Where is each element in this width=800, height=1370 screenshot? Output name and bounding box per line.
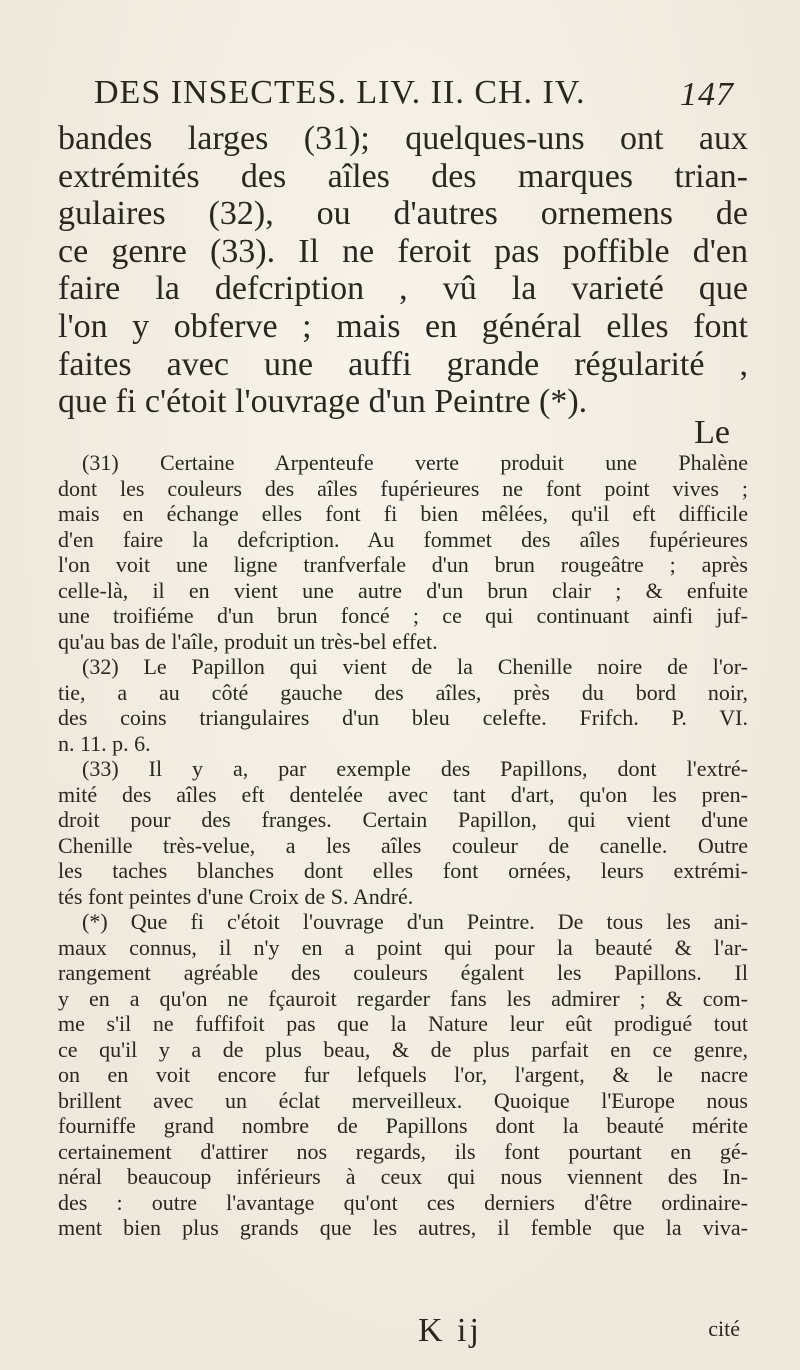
footnote-line: rangement agréable des couleurs égalent les Papillons. Il: [58, 960, 748, 985]
footnote-line: (31) Certaine Arpenteufe verte produit une Phalène: [82, 450, 748, 475]
footnote-line: droit pour des franges. Certain Papillon, qui vient d'une: [58, 807, 748, 832]
footnote-line: d'en faire la defcription. Au fommet des aîles fupérieures: [58, 526, 748, 552]
text-line: l'on y obferve ; mais en général elles font: [58, 307, 748, 345]
footnote-line: mité des aîles eft dentelée avec tant d'art, qu'on les pren-: [58, 781, 748, 807]
footnote-line: (33) Il y a, par exemple des Papillons, dont l'extré-: [82, 756, 748, 781]
footnote-line: mais en échange elles font fi bien mêlées, qu'il eft difficile: [58, 501, 748, 526]
footnote-line: (32) Le Papillon qui vient de la Chenille noire de l'or-: [82, 654, 748, 679]
footnote-line: n. 11. p. 6.: [58, 730, 151, 756]
footnote-line: tie, a au côté gauche des aîles, près du bord noir,: [58, 679, 748, 705]
footnote-line: (*) Que fi c'étoit l'ouvrage d'un Peintre. De tous les ani-: [82, 909, 748, 934]
text-line: que fi c'étoit l'ouvrage d'un Peintre (*).: [58, 383, 588, 421]
footnote-line: maux connus, il n'y en a point qui pour la beauté & l'ar-: [58, 934, 748, 960]
footnote-line: des coins triangulaires d'un bleu celefte. Frifch. P. VI.: [58, 705, 748, 730]
footnote-line: fourniffe grand nombre de Papillons dont la beauté mérite: [58, 1113, 748, 1138]
footnote-line: Chenille très-velue, a les aîles couleur de canelle. Outre: [58, 832, 748, 858]
footnote-line: les taches blanches dont elles font ornées, leurs extrémi-: [58, 858, 748, 883]
footnote-line: on en voit encore fur lefquels l'or, l'argent, & le nacre: [58, 1062, 748, 1087]
footnote-line: ce qu'il y a de plus beau, & de plus parfait en ce genre,: [58, 1036, 748, 1062]
footnote-line: ment bien plus grands que les autres, il femble que la viva-: [58, 1215, 748, 1240]
footnote-line: qu'au bas de l'aîle, produit un très-bel effet.: [58, 628, 438, 654]
footnote-line: néral beaucoup inférieurs à ceux qui nous viennent des In-: [58, 1164, 748, 1189]
text-line: ce genre (33). Il ne feroit pas poffible d'en: [58, 232, 748, 270]
text-line: bandes larges (31); quelques-uns ont aux: [58, 120, 748, 157]
catchword-bottom: cité: [708, 1316, 740, 1341]
page-number: 147: [680, 76, 734, 113]
footnote-line: y en a qu'on ne fçauroit regarder fans les admirer ; & com-: [58, 985, 748, 1011]
footnotes: [58, 450, 748, 1241]
text-line: gulaires (32), ou d'autres ornemens de: [58, 195, 748, 233]
running-head: [94, 74, 734, 112]
running-head-title: DES INSECTES. LIV. II. CH. IV.: [94, 74, 586, 111]
text-line: faire la defcription , vû la varieté que: [58, 270, 748, 308]
footnote-line: dont les couleurs des aîles fupérieures ne font point vives ;: [58, 475, 748, 501]
signature-mark: K ij: [418, 1312, 482, 1349]
text-line: extrémités des aîles des marques trian-: [58, 157, 748, 195]
footnote-line: une troifiéme d'un brun foncé ; ce qui continuant ainfi juf-: [58, 603, 748, 628]
text-line: faites avec une auffi grande régularité ,: [58, 345, 748, 383]
footnote-line: brillent avec un éclat merveilleux. Quoique l'Europe nous: [58, 1087, 748, 1113]
footnote-line: l'on voit une ligne tranfverfale d'un brun rougeâtre ; après: [58, 552, 748, 577]
footnote-line: celle-là, il en vient une autre d'un brun clair ; & enfuite: [58, 577, 748, 603]
footnote-line: des : outre l'avantage qu'ont ces derniers d'être ordinaire-: [58, 1189, 748, 1215]
footnote-line: me s'il ne fuffifoit pas que la Nature leur eût prodigué tout: [58, 1011, 748, 1036]
footnote-line: certainement d'attirer nos regards, ils font pourtant en gé-: [58, 1138, 748, 1164]
main-paragraph: [58, 120, 748, 421]
catchword: Le: [694, 414, 730, 451]
footnote-line: tés font peintes d'une Croix de S. André.: [58, 883, 414, 909]
